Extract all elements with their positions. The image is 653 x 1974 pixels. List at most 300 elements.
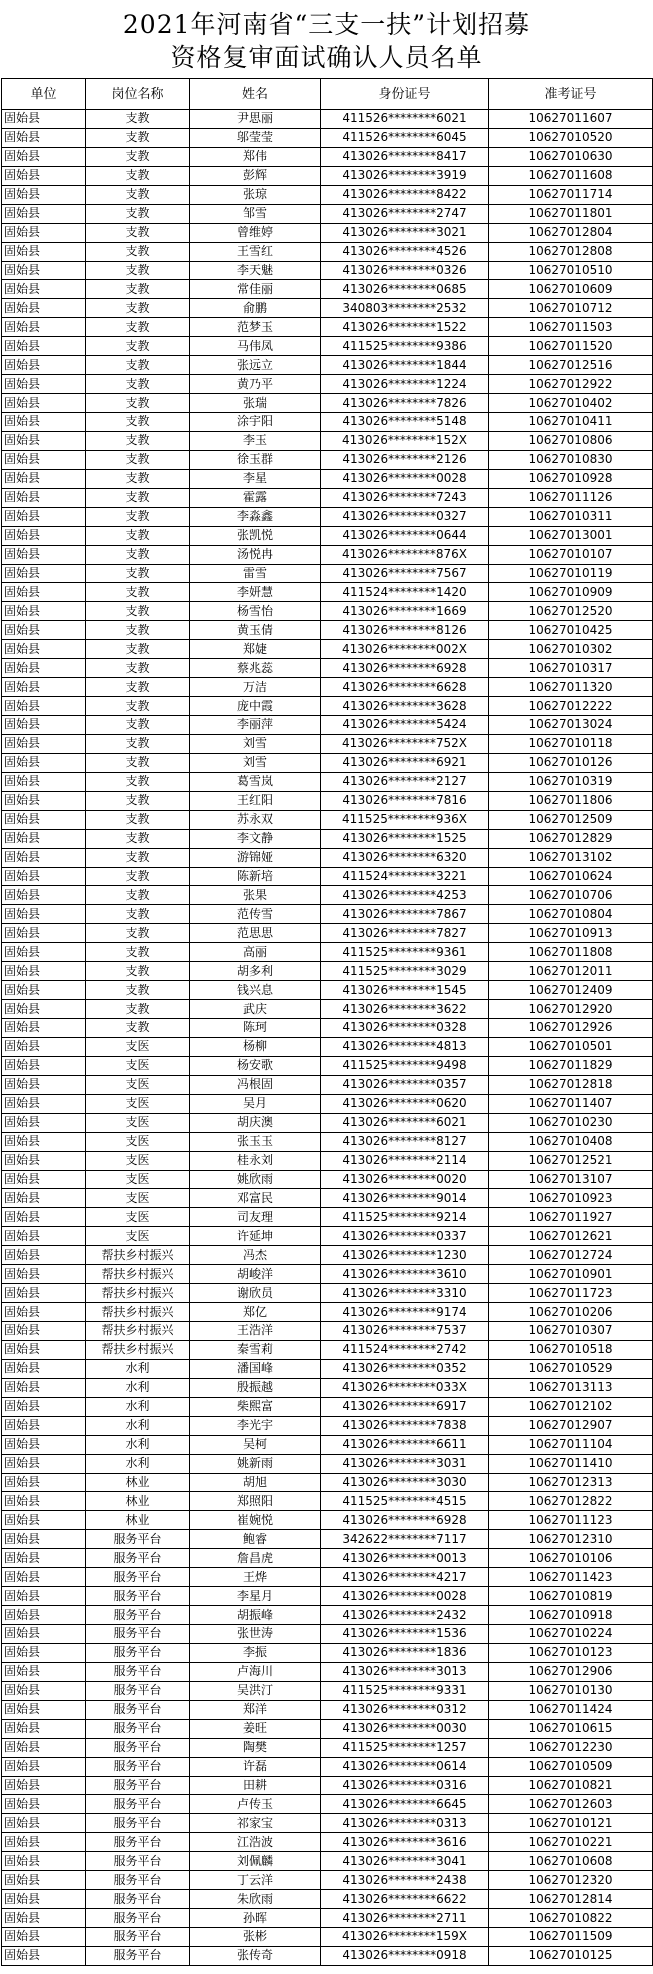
exam-number-cell: 10627012509 [489,810,653,829]
table-row [2,488,653,507]
unit-cell: 固始县 [2,337,86,356]
position-cell: 服务平台 [86,1909,190,1928]
table-row [2,1000,653,1019]
name-cell: 秦雪莉 [190,1340,321,1359]
id-number-cell: 413026********3041 [321,1852,489,1871]
position-cell: 支医 [86,1132,190,1151]
name-cell: 李妍慧 [190,583,321,602]
unit-cell: 固始县 [2,1871,86,1890]
table-row [2,1492,653,1511]
position-cell: 支教 [86,772,190,791]
exam-number-cell: 10627010901 [489,1265,653,1284]
unit-cell: 固始县 [2,924,86,943]
position-cell: 支教 [86,640,190,659]
exam-number-cell: 10627012313 [489,1473,653,1492]
position-cell: 支教 [86,583,190,602]
name-cell: 李丽萍 [190,716,321,735]
position-cell: 服务平台 [86,1719,190,1738]
exam-number-cell: 10627012310 [489,1530,653,1549]
unit-cell: 固始县 [2,1189,86,1208]
exam-number-cell: 10627010830 [489,450,653,469]
unit-cell: 固始县 [2,1625,86,1644]
id-number-cell: 413026********6021 [321,1113,489,1132]
table-row [2,147,653,166]
exam-number-cell: 10627010615 [489,1719,653,1738]
name-cell: 王雪红 [190,242,321,261]
id-number-cell: 411525********1257 [321,1738,489,1757]
position-cell: 帮扶乡村振兴 [86,1303,190,1322]
id-number-cell: 413026********7827 [321,924,489,943]
exam-number-cell: 10627010311 [489,507,653,526]
position-cell: 服务平台 [86,1549,190,1568]
unit-cell: 固始县 [2,1056,86,1075]
table-row [2,394,653,413]
table-row [2,659,653,678]
position-cell: 帮扶乡村振兴 [86,1265,190,1284]
table-row [2,1946,653,1965]
exam-number-cell: 10627010107 [489,545,653,564]
exam-number-cell: 10627013024 [489,716,653,735]
table-row [2,1852,653,1871]
name-cell: 张琼 [190,185,321,204]
unit-cell: 固始县 [2,583,86,602]
table-row [2,356,653,375]
id-number-cell: 411525********9214 [321,1208,489,1227]
unit-cell: 固始县 [2,791,86,810]
name-cell: 胡峻洋 [190,1265,321,1284]
unit-cell: 固始县 [2,1227,86,1246]
position-cell: 服务平台 [86,1587,190,1606]
id-number-cell: 413026********6928 [321,1511,489,1530]
table-row [2,981,653,1000]
unit-cell: 固始县 [2,1454,86,1473]
id-number-cell: 413026********3919 [321,166,489,185]
table-row [2,1814,653,1833]
id-number-cell: 413026********9174 [321,1303,489,1322]
table-row [2,772,653,791]
table-row [2,1208,653,1227]
id-number-cell: 413026********0327 [321,507,489,526]
exam-number-cell: 10627012814 [489,1890,653,1909]
table-row [2,128,653,147]
table-row [2,375,653,394]
id-number-cell: 413026********7826 [321,394,489,413]
unit-cell: 固始县 [2,242,86,261]
name-cell: 许磊 [190,1757,321,1776]
table-row [2,791,653,810]
position-cell: 支医 [86,1056,190,1075]
id-number-cell: 411524********3221 [321,867,489,886]
table-row [2,469,653,488]
name-cell: 胡振峰 [190,1606,321,1625]
id-number-cell: 413026********7816 [321,791,489,810]
name-cell: 许延坤 [190,1227,321,1246]
name-cell: 李星月 [190,1587,321,1606]
position-cell: 支教 [86,488,190,507]
name-cell: 刘雪 [190,753,321,772]
position-cell: 支教 [86,299,190,318]
unit-cell: 固始县 [2,526,86,545]
exam-number-cell: 10627010302 [489,640,653,659]
table-row [2,261,653,280]
position-cell: 服务平台 [86,1814,190,1833]
table-row [2,1568,653,1587]
position-cell: 支教 [86,659,190,678]
table-row [2,1909,653,1928]
document-title-line-2: 资格复审面试确认人员名单 [170,43,483,72]
position-cell: 服务平台 [86,1795,190,1814]
unit-cell: 固始县 [2,886,86,905]
position-cell: 支教 [86,242,190,261]
position-cell: 支教 [86,507,190,526]
id-number-cell: 411525********9498 [321,1056,489,1075]
id-number-cell: 413026********3616 [321,1833,489,1852]
name-cell: 殷振越 [190,1378,321,1397]
id-number-cell: 413026********3031 [321,1454,489,1473]
id-number-cell: 413026********5148 [321,413,489,432]
table-row [2,1397,653,1416]
table-row [2,1170,653,1189]
exam-number-cell: 10627010118 [489,734,653,753]
table-row [2,299,653,318]
unit-cell: 固始县 [2,545,86,564]
unit-cell: 固始县 [2,1303,86,1322]
position-cell: 支医 [86,1208,190,1227]
unit-cell: 固始县 [2,659,86,678]
id-number-cell: 413026********0352 [321,1359,489,1378]
id-number-cell: 413026********0312 [321,1700,489,1719]
name-cell: 徐玉群 [190,450,321,469]
unit-cell: 固始县 [2,1340,86,1359]
position-cell: 支教 [86,450,190,469]
table-row [2,431,653,450]
unit-cell: 固始县 [2,1928,86,1947]
exam-number-cell: 10627012520 [489,602,653,621]
name-cell: 李淼鑫 [190,507,321,526]
id-number-cell: 413026********0357 [321,1075,489,1094]
id-number-cell: 340803********2532 [321,299,489,318]
unit-cell: 固始县 [2,621,86,640]
exam-number-cell: 10627010221 [489,1833,653,1852]
id-number-cell: 413026********7838 [321,1416,489,1435]
table-row [2,1719,653,1738]
id-number-cell: 413026********0620 [321,1094,489,1113]
table-row [2,242,653,261]
id-number-cell: 413026********6921 [321,753,489,772]
position-cell: 水利 [86,1397,190,1416]
position-cell: 支教 [86,110,190,129]
table-row [2,110,653,129]
exam-number-cell: 10627011503 [489,318,653,337]
position-cell: 支医 [86,1227,190,1246]
table-row [2,1132,653,1151]
id-number-cell: 413026********0030 [321,1719,489,1738]
id-number-cell: 413026********152X [321,431,489,450]
exam-number-cell: 10627011123 [489,1511,653,1530]
position-cell: 支医 [86,1113,190,1132]
header-unit: 单位 [2,79,86,110]
table-row [2,450,653,469]
table-row [2,526,653,545]
table-row [2,564,653,583]
exam-number-cell: 10627010411 [489,413,653,432]
table-row [2,848,653,867]
exam-number-cell: 10627010821 [489,1776,653,1795]
name-cell: 庞中霞 [190,697,321,716]
position-cell: 支医 [86,1037,190,1056]
exam-number-cell: 10627010806 [489,431,653,450]
name-cell: 田耕 [190,1776,321,1795]
exam-number-cell: 10627010125 [489,1946,653,1965]
table-row [2,1530,653,1549]
id-number-cell: 413026********1525 [321,829,489,848]
name-cell: 姜旺 [190,1719,321,1738]
id-number-cell: 413026********8417 [321,147,489,166]
name-cell: 高丽 [190,943,321,962]
name-cell: 司友理 [190,1208,321,1227]
position-cell: 水利 [86,1359,190,1378]
unit-cell: 固始县 [2,1587,86,1606]
id-number-cell: 413026********3610 [321,1265,489,1284]
title-block [0,0,653,78]
table-row [2,1322,653,1341]
name-cell: 苏永双 [190,810,321,829]
position-cell: 支教 [86,678,190,697]
id-number-cell: 413026********4813 [321,1037,489,1056]
id-number-cell: 413026********2432 [321,1606,489,1625]
position-cell: 支教 [86,1019,190,1038]
table-row [2,1340,653,1359]
position-cell: 支教 [86,204,190,223]
unit-cell: 固始县 [2,1208,86,1227]
id-number-cell: 411525********4515 [321,1492,489,1511]
position-cell: 服务平台 [86,1890,190,1909]
table-row [2,867,653,886]
position-cell: 支教 [86,545,190,564]
exam-number-cell: 10627012906 [489,1662,653,1681]
exam-number-cell: 10627012516 [489,356,653,375]
exam-number-cell: 10627012920 [489,1000,653,1019]
table-row [2,413,653,432]
name-cell: 姚新雨 [190,1454,321,1473]
exam-number-cell: 10627010928 [489,469,653,488]
exam-number-cell: 10627010317 [489,659,653,678]
position-cell: 支教 [86,526,190,545]
name-cell: 谢欣员 [190,1284,321,1303]
unit-cell: 固始县 [2,261,86,280]
id-number-cell: 411525********9331 [321,1681,489,1700]
exam-number-cell: 10627010923 [489,1189,653,1208]
position-cell: 支教 [86,318,190,337]
exam-number-cell: 10627012603 [489,1795,653,1814]
name-cell: 丁云洋 [190,1871,321,1890]
table-row [2,1776,653,1795]
position-cell: 支教 [86,147,190,166]
name-cell: 张凯悦 [190,526,321,545]
exam-number-cell: 10627011423 [489,1568,653,1587]
exam-number-cell: 10627012409 [489,981,653,1000]
exam-number-cell: 10627012320 [489,1871,653,1890]
exam-number-cell: 10627010130 [489,1681,653,1700]
id-number-cell: 413026********002X [321,640,489,659]
name-cell: 蔡兆蕊 [190,659,321,678]
table-row [2,583,653,602]
table-row [2,810,653,829]
position-cell: 支教 [86,943,190,962]
table-row [2,1738,653,1757]
name-cell: 潘国峰 [190,1359,321,1378]
exam-number-cell: 10627012808 [489,242,653,261]
unit-cell: 固始县 [2,1776,86,1795]
unit-cell: 固始县 [2,1378,86,1397]
id-number-cell: 413026********6628 [321,678,489,697]
unit-cell: 固始县 [2,375,86,394]
name-cell: 崔婉悦 [190,1511,321,1530]
unit-cell: 固始县 [2,564,86,583]
exam-number-cell: 10627011126 [489,488,653,507]
exam-number-cell: 10627010230 [489,1113,653,1132]
exam-number-cell: 10627011829 [489,1056,653,1075]
name-cell: 吴洪汀 [190,1681,321,1700]
table-row [2,924,653,943]
position-cell: 服务平台 [86,1568,190,1587]
position-cell: 服务平台 [86,1606,190,1625]
name-cell: 俞鹏 [190,299,321,318]
table-row [2,1871,653,1890]
id-number-cell: 413026********3622 [321,1000,489,1019]
exam-number-cell: 10627011607 [489,110,653,129]
table-row [2,1037,653,1056]
unit-cell: 固始县 [2,166,86,185]
table-row [2,223,653,242]
table-row [2,1795,653,1814]
unit-cell: 固始县 [2,1265,86,1284]
unit-cell: 固始县 [2,1946,86,1965]
header-position: 岗位名称 [86,79,190,110]
id-number-cell: 413026********1522 [321,318,489,337]
table-row [2,280,653,299]
table-row [2,697,653,716]
exam-number-cell: 10627010501 [489,1037,653,1056]
name-cell: 郑照阳 [190,1492,321,1511]
position-cell: 水利 [86,1435,190,1454]
table-row [2,1075,653,1094]
unit-cell: 固始县 [2,1170,86,1189]
id-number-cell: 413026********1224 [321,375,489,394]
table-row [2,1587,653,1606]
exam-number-cell: 10627011608 [489,166,653,185]
position-cell: 支教 [86,469,190,488]
position-cell: 支教 [86,753,190,772]
exam-number-cell: 10627012926 [489,1019,653,1038]
unit-cell: 固始县 [2,469,86,488]
name-cell: 王红阳 [190,791,321,810]
id-number-cell: 413026********0644 [321,526,489,545]
position-cell: 支教 [86,981,190,1000]
position-cell: 支教 [86,716,190,735]
position-cell: 服务平台 [86,1946,190,1965]
name-cell: 胡旭 [190,1473,321,1492]
table-row [2,1019,653,1038]
id-number-cell: 413026********0337 [321,1227,489,1246]
name-cell: 李振 [190,1643,321,1662]
table-row [2,204,653,223]
exam-number-cell: 10627012521 [489,1151,653,1170]
unit-cell: 固始县 [2,394,86,413]
position-cell: 帮扶乡村振兴 [86,1246,190,1265]
document-title-line-1: 2021年河南省“三支一扶”计划招募 [122,10,531,39]
name-cell: 李天魅 [190,261,321,280]
unit-cell: 固始县 [2,1719,86,1738]
name-cell: 胡庆澳 [190,1113,321,1132]
name-cell: 鲍睿 [190,1530,321,1549]
name-cell: 霍露 [190,488,321,507]
exam-number-cell: 10627012822 [489,1492,653,1511]
unit-cell: 固始县 [2,1890,86,1909]
unit-cell: 固始县 [2,356,86,375]
name-cell: 杨安歌 [190,1056,321,1075]
unit-cell: 固始县 [2,204,86,223]
table-row [2,716,653,735]
exam-number-cell: 10627012230 [489,1738,653,1757]
id-number-cell: 413026********6622 [321,1890,489,1909]
table-header-row [2,79,653,110]
id-number-cell: 413026********2711 [321,1909,489,1928]
position-cell: 支医 [86,1094,190,1113]
id-number-cell: 413026********3310 [321,1284,489,1303]
exam-number-cell: 10627010408 [489,1132,653,1151]
name-cell: 李光宇 [190,1416,321,1435]
table-row [2,962,653,981]
id-number-cell: 413026********6320 [321,848,489,867]
exam-number-cell: 10627010529 [489,1359,653,1378]
id-number-cell: 413026********876X [321,545,489,564]
position-cell: 服务平台 [86,1700,190,1719]
exam-number-cell: 10627011407 [489,1094,653,1113]
exam-number-cell: 10627010106 [489,1549,653,1568]
name-cell: 陈新培 [190,867,321,886]
unit-cell: 固始县 [2,829,86,848]
unit-cell: 固始县 [2,1852,86,1871]
unit-cell: 固始县 [2,1511,86,1530]
header-name: 姓名 [190,79,321,110]
name-cell: 刘佩麟 [190,1852,321,1871]
table-row [2,1511,653,1530]
id-number-cell: 413026********752X [321,734,489,753]
table-row [2,1662,653,1681]
unit-cell: 固始县 [2,1359,86,1378]
name-cell: 李玉 [190,431,321,450]
id-number-cell: 413026********033X [321,1378,489,1397]
name-cell: 柴熙富 [190,1397,321,1416]
name-cell: 刘雪 [190,734,321,753]
name-cell: 杨柳 [190,1037,321,1056]
name-cell: 汤悦冉 [190,545,321,564]
position-cell: 水利 [86,1454,190,1473]
unit-cell: 固始县 [2,962,86,981]
name-cell: 马伟凤 [190,337,321,356]
id-number-cell: 413026********2747 [321,204,489,223]
unit-cell: 固始县 [2,223,86,242]
exam-number-cell: 10627010822 [489,1909,653,1928]
exam-number-cell: 10627011509 [489,1928,653,1947]
name-cell: 邹雪 [190,204,321,223]
exam-number-cell: 10627011320 [489,678,653,697]
name-cell: 杨雪怡 [190,602,321,621]
position-cell: 水利 [86,1416,190,1435]
id-number-cell: 413026********4253 [321,886,489,905]
name-cell: 雷雪 [190,564,321,583]
